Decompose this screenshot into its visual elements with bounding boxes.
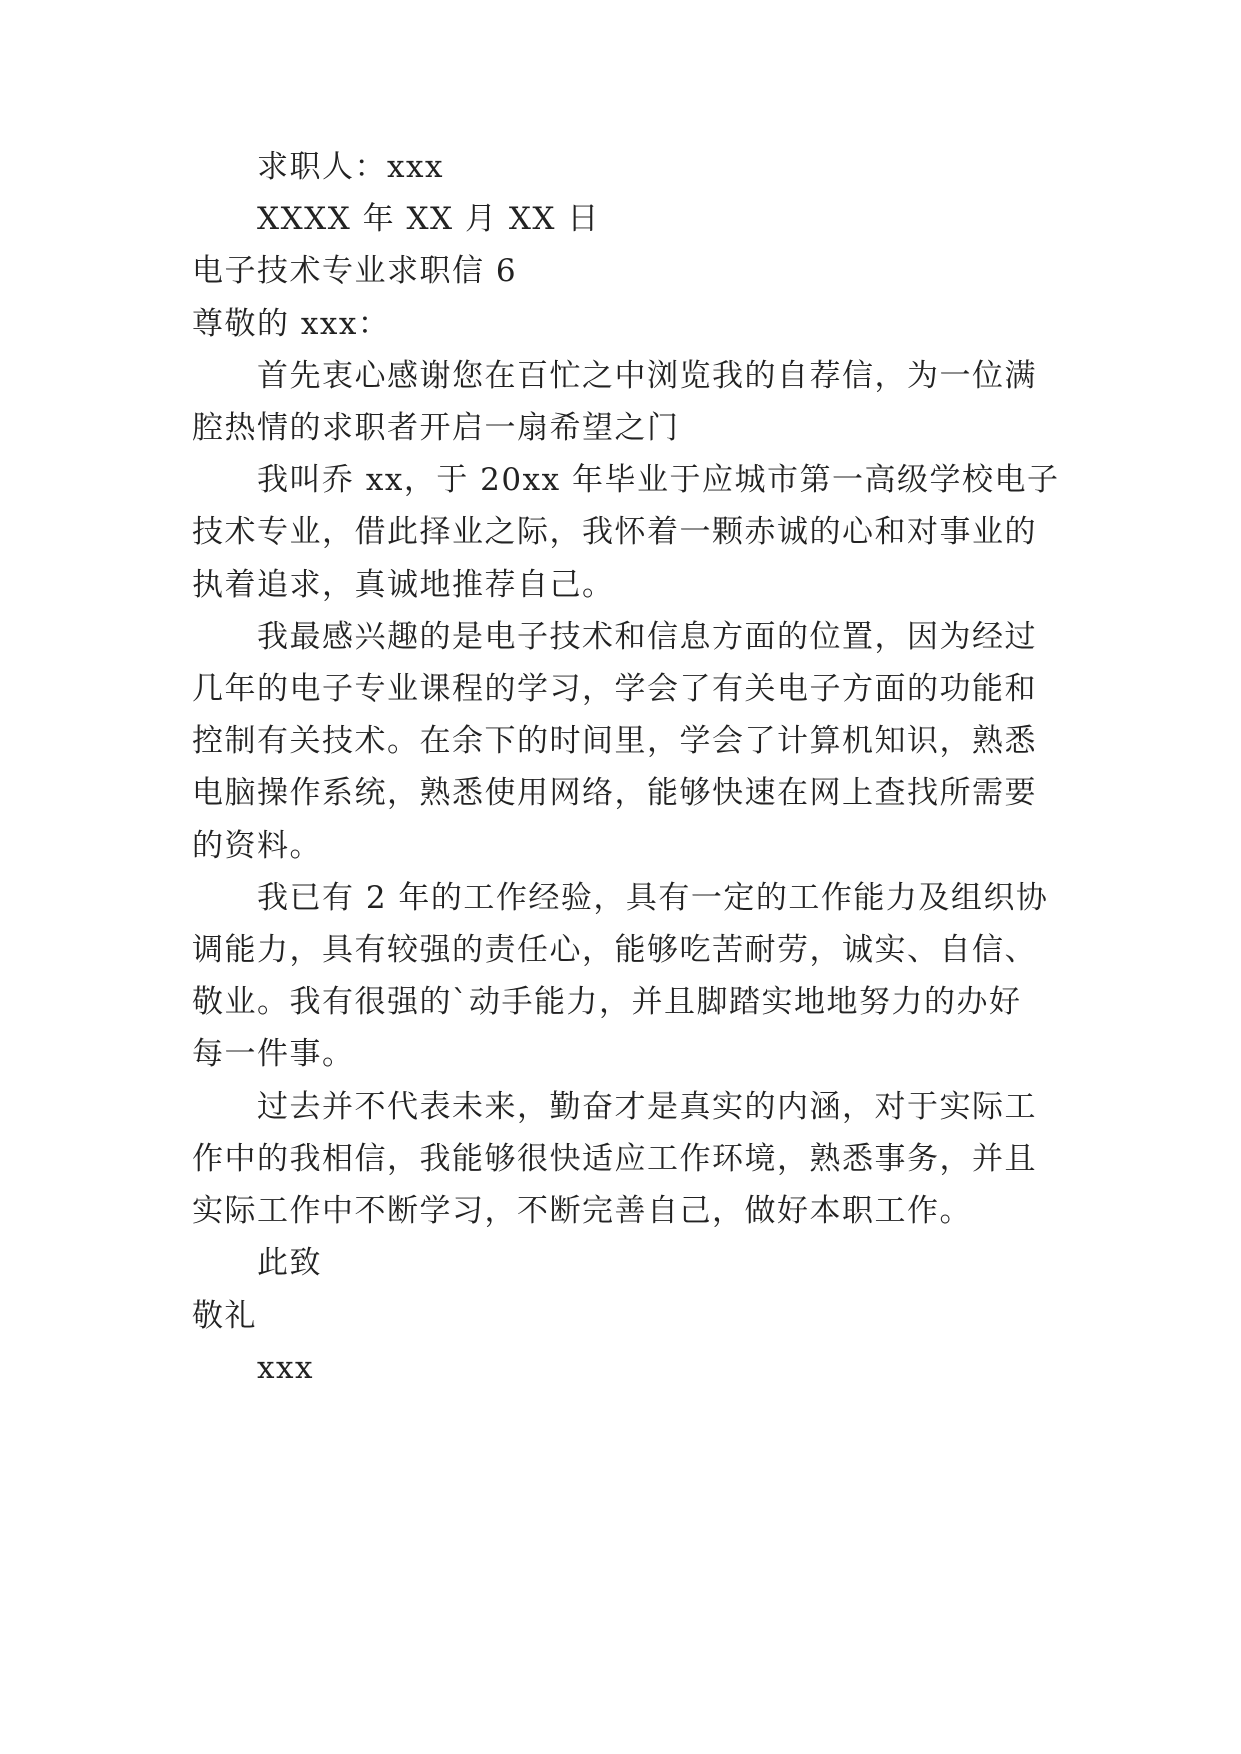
paragraph-line: 实际工作中不断学习，不断完善自己，做好本职工作。 [192, 1193, 972, 1229]
paragraph-line: 过去并不代表未来，勤奋才是真实的内涵，对于实际工 [257, 1089, 1037, 1125]
paragraph-line: 作中的我相信，我能够很快适应工作环境，熟悉事务，并且 [192, 1141, 1037, 1177]
paragraph-line: 每一件事。 [192, 1036, 355, 1072]
paragraph-line: 我叫乔 xx，于 20xx 年毕业于应城市第一高级学校电子 [257, 462, 1060, 498]
date-line: XXXX 年 XX 月 XX 日 [257, 201, 600, 237]
paragraph-line: 调能力，具有较强的责任心，能够吃苦耐劳，诚实、自信、 [192, 932, 1037, 968]
paragraph-line: 我已有 2 年的工作经验，具有一定的工作能力及组织协 [257, 880, 1049, 916]
paragraph-line: 敬业。我有很强的`动手能力，并且脚踏实地地努力的办好 [192, 984, 1022, 1020]
paragraph-line: 我最感兴趣的是电子技术和信息方面的位置，因为经过 [257, 619, 1037, 655]
regards: 敬礼 [192, 1298, 257, 1334]
paragraph-line: 电脑操作系统，熟悉使用网络，能够快速在网上查找所需要 [192, 775, 1037, 811]
paragraph-line: 技术专业，借此择业之际，我怀着一颗赤诚的心和对事业的 [192, 514, 1037, 550]
paragraph-line: 的资料。 [192, 828, 322, 864]
paragraph-line: 控制有关技术。在余下的时间里，学会了计算机知识，熟悉 [192, 723, 1037, 759]
applicant-line: 求职人：xxx [257, 149, 444, 185]
paragraph-line: 几年的电子专业课程的学习，学会了有关电子方面的功能和 [192, 671, 1037, 707]
closing: 此致 [257, 1245, 322, 1281]
letter-title: 电子技术专业求职信 6 [192, 253, 518, 289]
paragraph-line: 执着追求，真诚地推荐自己。 [192, 567, 615, 603]
signature: xxx [257, 1350, 314, 1386]
paragraph-line: 腔热情的求职者开启一扇希望之门 [192, 410, 680, 446]
salutation: 尊敬的 xxx： [192, 306, 391, 342]
paragraph-line: 首先衷心感谢您在百忙之中浏览我的自荐信，为一位满 [257, 358, 1037, 394]
